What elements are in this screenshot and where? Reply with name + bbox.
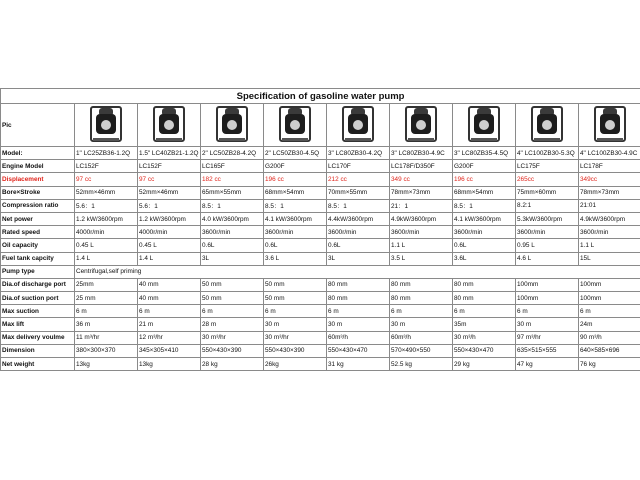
table-row (1, 265, 640, 278)
pump-image-cell (75, 104, 138, 147)
table-cell: 4.1 kW/3600rpm (264, 212, 327, 225)
table-cell: 4.6 L (516, 252, 579, 265)
table-cell: 30 m³/hr (201, 331, 264, 344)
table-cell: LC178F/D350F (390, 160, 453, 173)
table-row (1, 199, 640, 212)
table-cell: 6 m (201, 305, 264, 318)
table-cell: 4.4kW/3600rpm (327, 212, 390, 225)
table-cell: 1.4 L (138, 252, 201, 265)
pump-image-cell (201, 104, 264, 147)
table-cell: 29 kg (453, 358, 516, 371)
table-cell: 8.5：1 (327, 199, 390, 212)
title-row (1, 89, 640, 104)
pump-image-cell (327, 104, 390, 147)
table-cell: LC170F (327, 160, 390, 173)
table-row (1, 292, 640, 305)
table-row (1, 147, 640, 160)
table-cell: 3600r/min (453, 226, 516, 239)
row-label: Displacement (1, 173, 75, 186)
table-cell: G200F (264, 160, 327, 173)
table-cell: 4" LC100ZB30-4.9C (579, 147, 640, 160)
table-cell: 3.5 L (390, 252, 453, 265)
table-cell: 80 mm (390, 292, 453, 305)
table-cell: 21 m (138, 318, 201, 331)
table-cell: 50 mm (264, 278, 327, 291)
table-cell: 13kg (138, 358, 201, 371)
table-cell: 3600r/min (579, 226, 640, 239)
table-cell: 3" LC80ZB30-4.2Q (327, 147, 390, 160)
pump-photo-icon (213, 104, 251, 144)
table-cell: 68mm×54mm (264, 186, 327, 199)
table-cell: 3" LC80ZB35-4.5Q (453, 147, 516, 160)
table-cell: 6 m (327, 305, 390, 318)
table-row (1, 226, 640, 239)
table-cell: 100mm (516, 278, 579, 291)
table-cell: 30 m³/h (453, 331, 516, 344)
table-cell: 6 m (75, 305, 138, 318)
table-cell: 3.6 L (264, 252, 327, 265)
table-cell: 60m³/h (327, 331, 390, 344)
table-cell: 6 m (138, 305, 201, 318)
pump-image-cell (579, 104, 640, 147)
table-cell: 1.1 L (390, 239, 453, 252)
table-cell: 635×515×555 (516, 344, 579, 357)
table-cell: 3" LC80ZB30-4.9C (390, 147, 453, 160)
table-cell: 640×585×696 (579, 344, 640, 357)
table-cell: 28 kg (201, 358, 264, 371)
table-cell: 90 m³/h (579, 331, 640, 344)
table-cell: 3600r/min (516, 226, 579, 239)
table-cell: 36 m (75, 318, 138, 331)
table-cell: 52mm×46mm (138, 186, 201, 199)
table-cell: LC152F (75, 160, 138, 173)
table-row (1, 344, 640, 357)
table-cell: 68mm×54mm (453, 186, 516, 199)
pump-photo-icon (402, 104, 440, 144)
table-cell: 21:01 (579, 199, 640, 212)
row-label: Fuel tank capcity (1, 252, 75, 265)
table-cell: 4" LC100ZB30-5.3Q (516, 147, 579, 160)
table-cell: 80 mm (327, 278, 390, 291)
pump-image-cell (453, 104, 516, 147)
table-cell: 3600r/min (390, 226, 453, 239)
pic-label: Pic (1, 104, 75, 147)
table-cell: 3600r/min (264, 226, 327, 239)
table-cell: 25 mm (75, 292, 138, 305)
table-cell: 0.45 L (138, 239, 201, 252)
row-label: Compression ratio (1, 199, 75, 212)
table-cell: 50 mm (264, 292, 327, 305)
table-cell: 4.1 kW/3600rpm (453, 212, 516, 225)
table-cell: 1.4 L (75, 252, 138, 265)
table-cell: 40 mm (138, 292, 201, 305)
pump-photo-icon (339, 104, 377, 144)
pump-image-cell (390, 104, 453, 147)
table-cell: 2" LC50ZB28-4.2Q (201, 147, 264, 160)
pump-photo-icon (465, 104, 503, 144)
table-row (1, 305, 640, 318)
table-cell: 0.45 L (75, 239, 138, 252)
table-cell: 50 mm (201, 278, 264, 291)
table-cell: 3L (201, 252, 264, 265)
table-cell: 28 m (201, 318, 264, 331)
table-cell: 345×305×410 (138, 344, 201, 357)
row-label: Dia.of discharge port (1, 278, 75, 291)
table-cell: 80 mm (453, 292, 516, 305)
table-cell: 212 cc (327, 173, 390, 186)
pump-photo-icon (528, 104, 566, 144)
table-cell: 349cc (579, 173, 640, 186)
row-label: Dimension (1, 344, 75, 357)
table-cell: 100mm (579, 278, 640, 291)
pump-image-cell (264, 104, 327, 147)
pump-image-cell (516, 104, 579, 147)
row-label: Max lift (1, 318, 75, 331)
table-body (1, 89, 640, 371)
table-cell: 24m (579, 318, 640, 331)
table-cell: 30 m (390, 318, 453, 331)
table-cell: 100mm (516, 292, 579, 305)
table-cell: 60m³/h (390, 331, 453, 344)
table-row (1, 252, 640, 265)
table-cell: 4000r/min (138, 226, 201, 239)
table-cell: 0.95 L (516, 239, 579, 252)
table-row (1, 331, 640, 344)
table-cell: 97 cc (138, 173, 201, 186)
table-cell: 100mm (579, 292, 640, 305)
row-label: Max suction (1, 305, 75, 318)
table-cell: 1.5" LC40ZB21-1.2Q (138, 147, 201, 160)
table-cell: 6 m (264, 305, 327, 318)
pump-photo-icon (150, 104, 188, 144)
table-cell: 1" LC25ZB36-1.2Q (75, 147, 138, 160)
table-row (1, 239, 640, 252)
table-cell: 15L (579, 252, 640, 265)
table-cell: 196 cc (453, 173, 516, 186)
table-cell: 35m (453, 318, 516, 331)
table-cell: 50 mm (201, 292, 264, 305)
table-title: Specification of gasoline water pump (1, 89, 640, 104)
table-cell: 80 mm (390, 278, 453, 291)
table-cell: 550×430×470 (453, 344, 516, 357)
table-cell: 0.6L (453, 239, 516, 252)
table-cell: 97 cc (75, 173, 138, 186)
table-cell: 65mm×55mm (201, 186, 264, 199)
pump-photo-icon (591, 104, 629, 144)
pump-photo-icon (276, 104, 314, 144)
table-cell: 52.5 kg (390, 358, 453, 371)
table-cell: 30 m³/hr (264, 331, 327, 344)
pump-image-cell (138, 104, 201, 147)
table-cell: 0.6L (264, 239, 327, 252)
table-row (1, 278, 640, 291)
table-cell: 1.2 kW/3600rpm (75, 212, 138, 225)
table-cell: 47 kg (516, 358, 579, 371)
row-label: Bore×Stroke (1, 186, 75, 199)
table-cell: LC165F (201, 160, 264, 173)
table-cell: 5.6：1 (75, 199, 138, 212)
table-cell: 3L (327, 252, 390, 265)
row-label: Dia.of suction port (1, 292, 75, 305)
table-cell: 4000r/min (75, 226, 138, 239)
table-cell: 6 m (579, 305, 640, 318)
table-cell: 196 cc (264, 173, 327, 186)
pump-photo-icon (87, 104, 125, 144)
table-cell: 11 m³/hr (75, 331, 138, 344)
row-label: Rated speed (1, 226, 75, 239)
table-cell: 182 cc (201, 173, 264, 186)
row-label: Max delivery voulme (1, 331, 75, 344)
table-cell: 1.1 L (579, 239, 640, 252)
table-cell: 31 kg (327, 358, 390, 371)
table-cell: 80 mm (453, 278, 516, 291)
specification-table (0, 88, 640, 371)
table-cell: 5.3kW/3600rpm (516, 212, 579, 225)
table-cell: 80 mm (327, 292, 390, 305)
table-cell: 0.6L (201, 239, 264, 252)
table-cell: 4.0 kW/3600rpm (201, 212, 264, 225)
table-cell: 380×300×370 (75, 344, 138, 357)
table-cell: 6 m (516, 305, 579, 318)
table-cell: 76 kg (579, 358, 640, 371)
table-cell: 550×430×470 (327, 344, 390, 357)
table-cell: 8.2:1 (516, 199, 579, 212)
table-cell: 1.2 kW/3600rpm (138, 212, 201, 225)
table-cell: 40 mm (138, 278, 201, 291)
table-cell: Centrifugal,self priming (75, 265, 640, 278)
table-cell: LC178F (579, 160, 640, 173)
table-cell: 52mm×46mm (75, 186, 138, 199)
table-cell: 3600r/min (201, 226, 264, 239)
table-row (1, 358, 640, 371)
table-cell: 78mm×73mm (390, 186, 453, 199)
table-cell: G200F (453, 160, 516, 173)
table-cell: 550×430×390 (264, 344, 327, 357)
table-cell: 97 m³/hr (516, 331, 579, 344)
table-row (1, 186, 640, 199)
table-cell: 349 cc (390, 173, 453, 186)
table-cell: 3.6L (453, 252, 516, 265)
table-cell: 75mm×60mm (516, 186, 579, 199)
table-row (1, 212, 640, 225)
table-cell: 6 m (453, 305, 516, 318)
table-cell: 570×490×550 (390, 344, 453, 357)
table-cell: 12 m³/hr (138, 331, 201, 344)
table-cell: LC152F (138, 160, 201, 173)
row-label: Pump type (1, 265, 75, 278)
table-cell: 265cc (516, 173, 579, 186)
table-cell: 21：1 (390, 199, 453, 212)
table-cell: 2" LC50ZB30-4.5Q (264, 147, 327, 160)
table-row (1, 173, 640, 186)
table-cell: 26kg (264, 358, 327, 371)
table-cell: 4.9kW/3600rpm (579, 212, 640, 225)
table-cell: 8.5：1 (264, 199, 327, 212)
table-cell: 0.6L (327, 239, 390, 252)
table-cell: 30 m (327, 318, 390, 331)
table-cell: 3600r/min (327, 226, 390, 239)
table-cell: 5.6：1 (138, 199, 201, 212)
table-cell: LC175F (516, 160, 579, 173)
table-row (1, 160, 640, 173)
row-label: Model: (1, 147, 75, 160)
table-cell: 4.9kW/3600rpm (390, 212, 453, 225)
table-cell: 13kg (75, 358, 138, 371)
row-label: Net power (1, 212, 75, 225)
table-cell: 6 m (390, 305, 453, 318)
row-label: Oil capacity (1, 239, 75, 252)
table-row (1, 318, 640, 331)
picture-row (1, 104, 640, 147)
table-cell: 8.5：1 (201, 199, 264, 212)
table-cell: 30 m (516, 318, 579, 331)
table-cell: 25mm (75, 278, 138, 291)
table-cell: 30 m (264, 318, 327, 331)
table-cell: 550×430×390 (201, 344, 264, 357)
row-label: Engine Model (1, 160, 75, 173)
table-cell: 8.5：1 (453, 199, 516, 212)
table-cell: 78mm×73mm (579, 186, 640, 199)
table-cell: 70mm×55mm (327, 186, 390, 199)
row-label: Net weight (1, 358, 75, 371)
